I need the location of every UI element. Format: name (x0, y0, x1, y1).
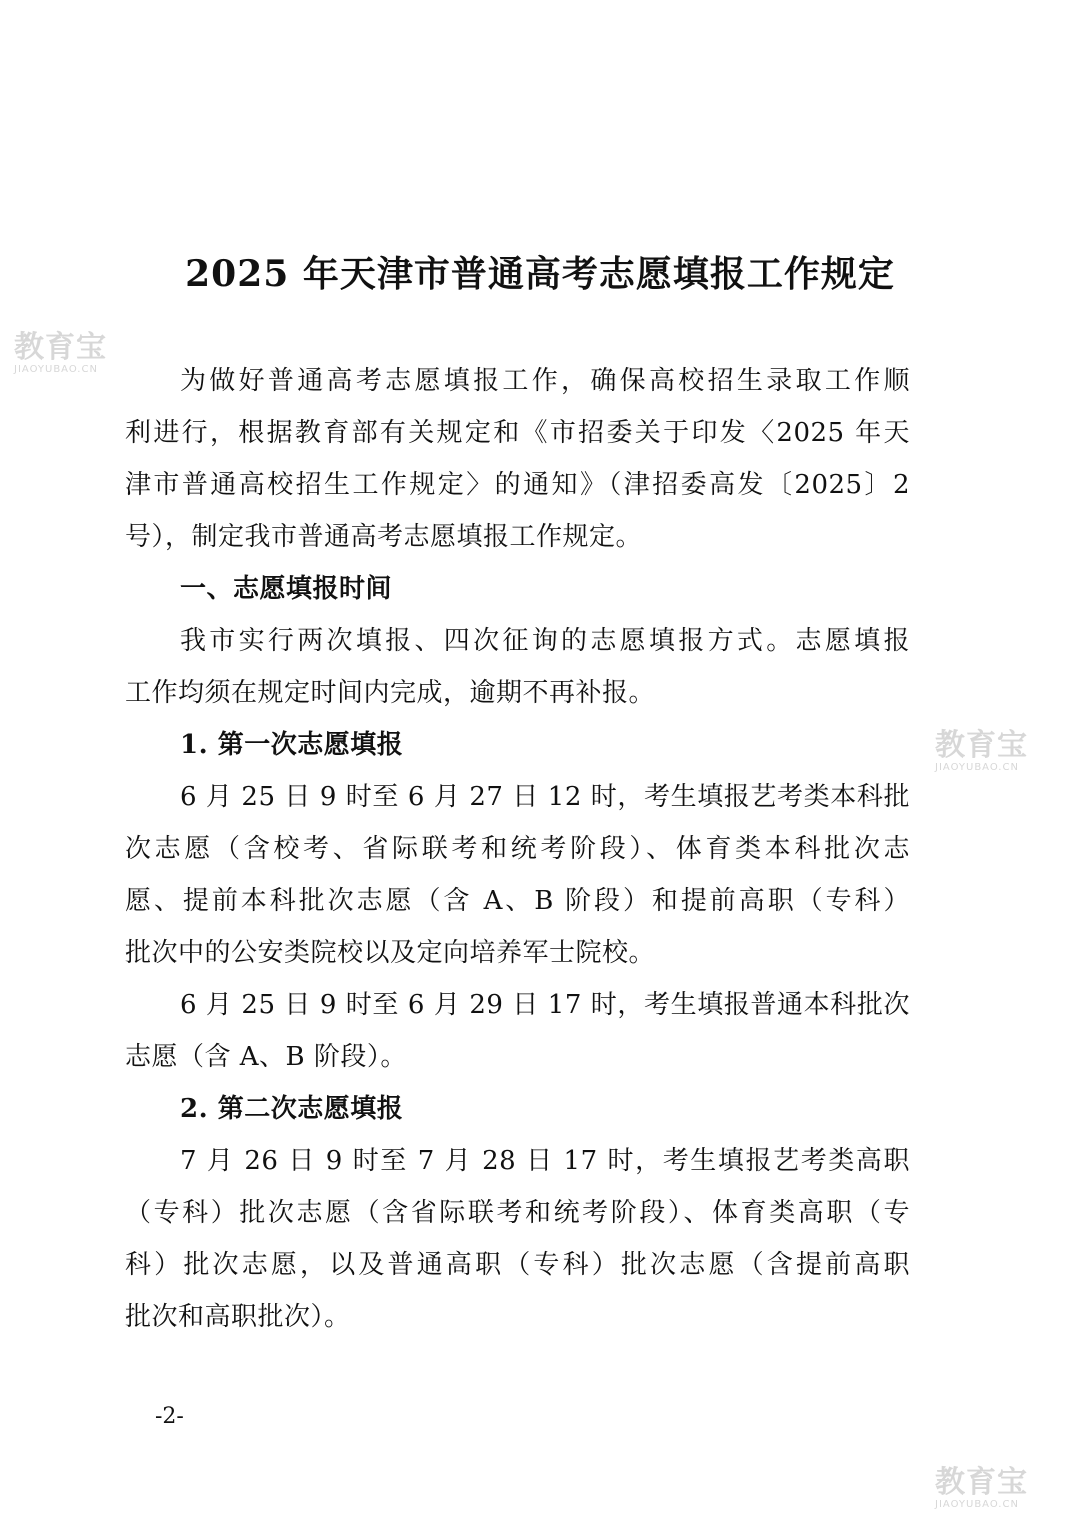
watermark-text: 教育宝 (935, 1465, 1028, 1500)
watermark-text: 教育宝 (14, 330, 107, 365)
page-number: -2- (155, 1404, 184, 1429)
section-heading: 一、志愿填报时间 (180, 574, 393, 604)
watermark-subtext: JIAOYUBAO.CN (935, 1499, 1019, 1510)
paragraph-line: 津市普通高校招生工作规定〉的通知》（津招委高发〔2025〕2 (125, 470, 910, 500)
watermark-subtext: JIAOYUBAO.CN (935, 762, 1019, 773)
paragraph-line: 批次和高职批次）。 (125, 1302, 351, 1332)
subsection-heading: 1. 第一次志愿填报 (180, 730, 404, 760)
paragraph-line: 为做好普通高考志愿填报工作，确保高校招生录取工作顺 (180, 366, 910, 396)
paragraph-line: 批次中的公安类院校以及定向培养军士院校。 (125, 938, 656, 968)
paragraph-line: 7 月 26 日 9 时至 7 月 28 日 17 时，考生填报艺考类高职 (180, 1146, 910, 1176)
paragraph-line: 利进行，根据教育部有关规定和《市招委关于印发〈2025 年天 (125, 418, 910, 448)
watermark-subtext: JIAOYUBAO.CN (14, 364, 98, 375)
paragraph-line: 6 月 25 日 9 时至 6 月 29 日 17 时，考生填报普通本科批次 (180, 990, 910, 1020)
paragraph-line: 愿、提前本科批次志愿（含 A、B 阶段）和提前高职（专科） (125, 886, 910, 916)
paragraph-line: 科）批次志愿，以及普通高职（专科）批次志愿（含提前高职 (125, 1250, 910, 1280)
paragraph-line: 工作均须在规定时间内完成，逾期不再补报。 (125, 678, 656, 708)
watermark-logo (14, 330, 107, 375)
paragraph-line: 次志愿（含校考、省际联考和统考阶段）、体育类本科批次志 (125, 834, 910, 864)
paragraph-line: 号），制定我市普通高考志愿填报工作规定。 (125, 522, 643, 552)
watermark-logo (935, 728, 1028, 773)
paragraph-line: （专科）批次志愿（含省际联考和统考阶段）、体育类高职（专 (125, 1198, 910, 1228)
watermark-logo (935, 1465, 1028, 1510)
paragraph-line: 志愿（含 A、B 阶段）。 (125, 1042, 407, 1072)
paragraph-line: 6 月 25 日 9 时至 6 月 27 日 12 时，考生填报艺考类本科批 (180, 782, 910, 812)
document-title: 2025 年天津市普通高考志愿填报工作规定 (185, 253, 895, 295)
watermark-text: 教育宝 (935, 728, 1028, 763)
subsection-heading: 2. 第二次志愿填报 (180, 1094, 404, 1124)
paragraph-line: 我市实行两次填报、四次征询的志愿填报方式。志愿填报 (180, 626, 910, 656)
